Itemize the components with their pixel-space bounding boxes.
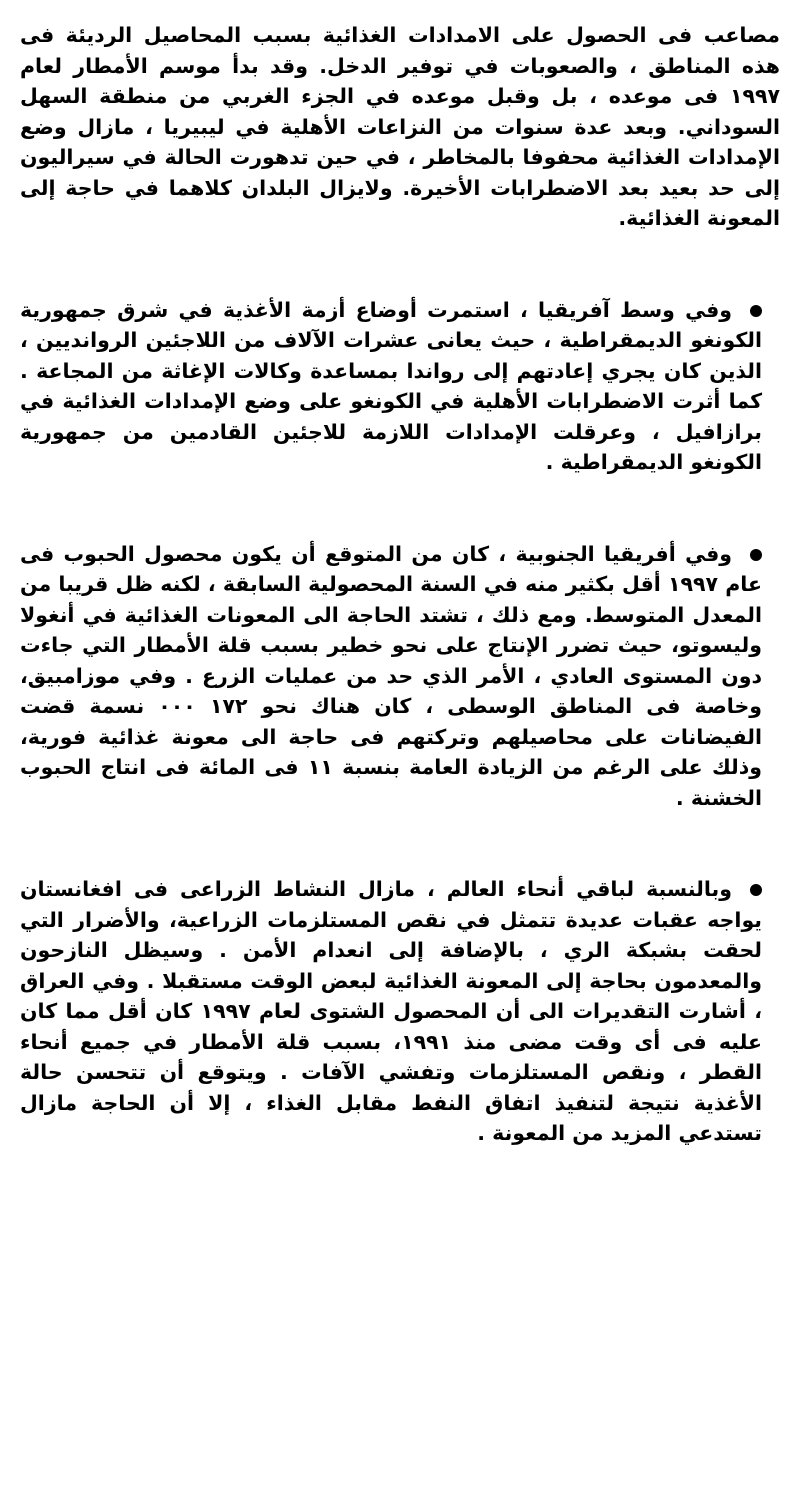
paragraph-2 xyxy=(20,295,780,478)
bullet-icon xyxy=(750,884,762,896)
paragraph-3 xyxy=(20,539,780,814)
paragraph-3-text: وفي أفريقيا الجنوبية ، كان من المتوقع أن يكون محصول الحبوب فى عام ١٩٩٧ أقل بكثير منه في السنة المحصولية السابقة ، لكنه ظل قريبا من المعدل المتوسط. ومع ذلك ، تشتد الحاجة الى المعونات الغذائية في أنغولا وليسوتو، حيث تضرر الإنتاج على نحو خطير بسبب قلة الأمطار التي جاءت دون المستوى العادي ، الأمر الذي حد من عمليات الزرع . وفي موزامبيق، وخاصة فى المناطق الوسطى ، كان هناك نحو ١٧٢ ٠٠٠ نسمة قضت الفيضانات على محاصيلهم وتركتهم فى حاجة الى معونة غذائية فورية، وذلك على الرغم من الزيادة العامة بنسبة ١١ فى المائة فى انتاج الحبوب الخشنة . xyxy=(20,541,763,810)
paragraph-1 xyxy=(20,20,780,234)
paragraph-4-text: وبالنسبة لباقي أنحاء العالم ، مازال النشاط الزراعى فى افغانستان يواجه عقبات عديدة تتمثل في نقص المستلزمات الزراعية، والأضرار التي لحقت بشبكة الري ، بالإضافة إلى انعدام الأمن . وسيظل النازحون والمعدمون بحاجة إلى المعونة الغذائية لبعض الوقت مستقبلا . وفي العراق ، أشارت التقديرات الى أن المحصول الشتوى لعام ١٩٩٧ كان أقل مما كان عليه فى أى وقت مضى منذ ١٩٩١، بسبب قلة الأمطار في جميع أنحاء القطر ، ونقص المستلزمات وتفشي الآفات . ويتوقع أن تتحسن حالة الأغذية نتيجة لتنفيذ اتفاق النفط مقابل الغذاء ، إلا أن الحاجة مازال تستدعي المزيد من المعونة . xyxy=(20,877,762,1145)
paragraph-4 xyxy=(20,874,780,1149)
paragraph-1-text: مصاعب فى الحصول على الامدادات الغذائية بسبب المحاصيل الرديئة فى هذه المناطق ، والصعوبات في توفير الدخل. وقد بدأ موسم الأمطار لعام ١٩٩٧ فى موعده ، بل وقبل موعده في الجزء الغربي من منطقة السهل السوداني. وبعد عدة سنوات من النزاعات الأهلية في ليبيريا ، مازال وضع الإمدادات الغذائية محفوفا بالمخاطر ، في حين تدهورت الحالة في سيراليون إلى حد بعيد بعد الاضطرابات الأخيرة. ولايزال البلدان كلاهما في حاجة إلى المعونة الغذائية. xyxy=(20,23,780,230)
bullet-icon xyxy=(750,305,762,317)
paragraph-2-text: وفي وسط آفريقيا ، استمرت أوضاع أزمة الأغذية في شرق جمهورية الكونغو الديمقراطية ، حيث يعانى عشرات الآلاف من اللاجئين الروانديين ، الذين كان يجري إعادتهم إلى رواندا بمساعدة وكالات الإغاثة من المجاعة . كما أثرت الاضطرابات الأهلية في الكونغو على وضع الإمدادات الغذائية في برازافيل ، وعرقلت الإمدادات اللازمة للاجئين القادمين من جمهورية الكونغو الديمقراطية . xyxy=(20,297,762,474)
bullet-icon xyxy=(750,549,762,561)
